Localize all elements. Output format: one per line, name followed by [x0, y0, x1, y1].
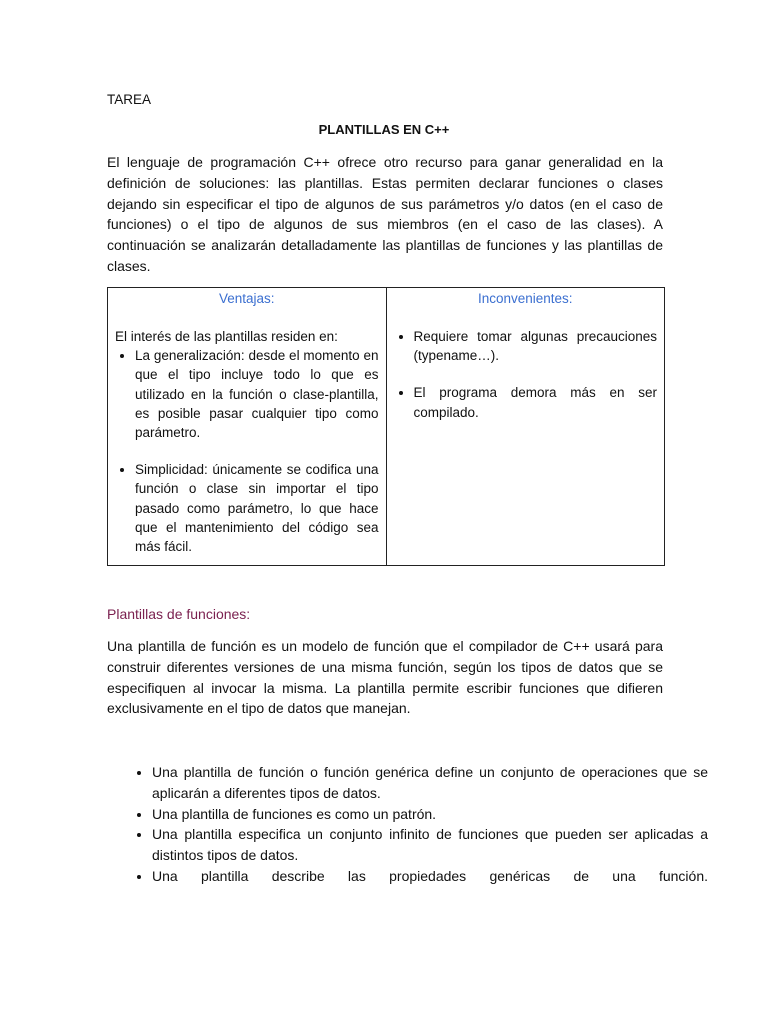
doc-title: PLANTILLAS EN C++: [318, 122, 450, 137]
ventajas-list: [115, 346, 379, 556]
list-item: • Una plantilla describe las propiedades genéricas de una función.: [152, 866, 708, 887]
list-item: • Requiere tomar algunas precauciones (typename…).: [414, 327, 658, 365]
list-item: • El programa demora más en ser compilado.: [414, 383, 658, 421]
section-paragraph: Una plantilla de función es un modelo de función que el compilador de C++ usará para construir diferentes versiones de una misma función, según los tipos de datos que se especifiquen al invocar la misma. La plantilla permite escribir funciones que difieren exclusivamente en el tipo de datos que manejan.: [107, 638, 663, 717]
list-item: • La generalización: desde el momento en que el tipo incluye todo lo que es utilizado en la función o clase-plantilla, es posible pasar cualquier tipo como parámetro.: [135, 346, 379, 442]
pros-cons-table: [107, 287, 665, 566]
list-item: • Una plantilla especifica un conjunto infinito de funciones que pueden ser aplicadas a distintos tipos de datos.: [152, 824, 708, 866]
section-heading: Plantillas de funciones:: [107, 606, 251, 622]
list-item: • Simplicidad: únicamente se codifica una función o clase sin importar el tipo pasado como parámetro, lo que hace que el mantenimiento del código sea más fácil.: [135, 460, 379, 556]
intro-paragraph: El lenguaje de programación C++ ofrece otro recurso para ganar generalidad en la definición de soluciones: las plantillas. Estas permiten declarar funciones o clases dejando sin especificar el tipo de algunos de sus parámetros y/o datos (en el caso de funciones) o el tipo de algunos de sus miembros (en el caso de las clases). A continuación se analizarán detalladamente las plantillas de funciones y las plantillas de clases.: [107, 154, 663, 274]
inconvenientes-list: [394, 327, 658, 422]
list-item: • Una plantilla de función o función genérica define un conjunto de operaciones que se aplicarán a diferentes tipos de datos.: [152, 762, 708, 804]
ventajas-header: Ventajas:: [108, 288, 387, 314]
doc-label: TAREA: [107, 92, 152, 107]
ventajas-lead: El interés de las plantillas residen en:: [115, 329, 338, 344]
ventajas-cell: [108, 313, 387, 566]
inconvenientes-header: Inconvenientes:: [386, 288, 665, 314]
inconvenientes-cell: [386, 313, 665, 566]
section-bullets: [107, 762, 708, 887]
list-item: • Una plantilla de funciones es como un patrón.: [152, 804, 708, 825]
